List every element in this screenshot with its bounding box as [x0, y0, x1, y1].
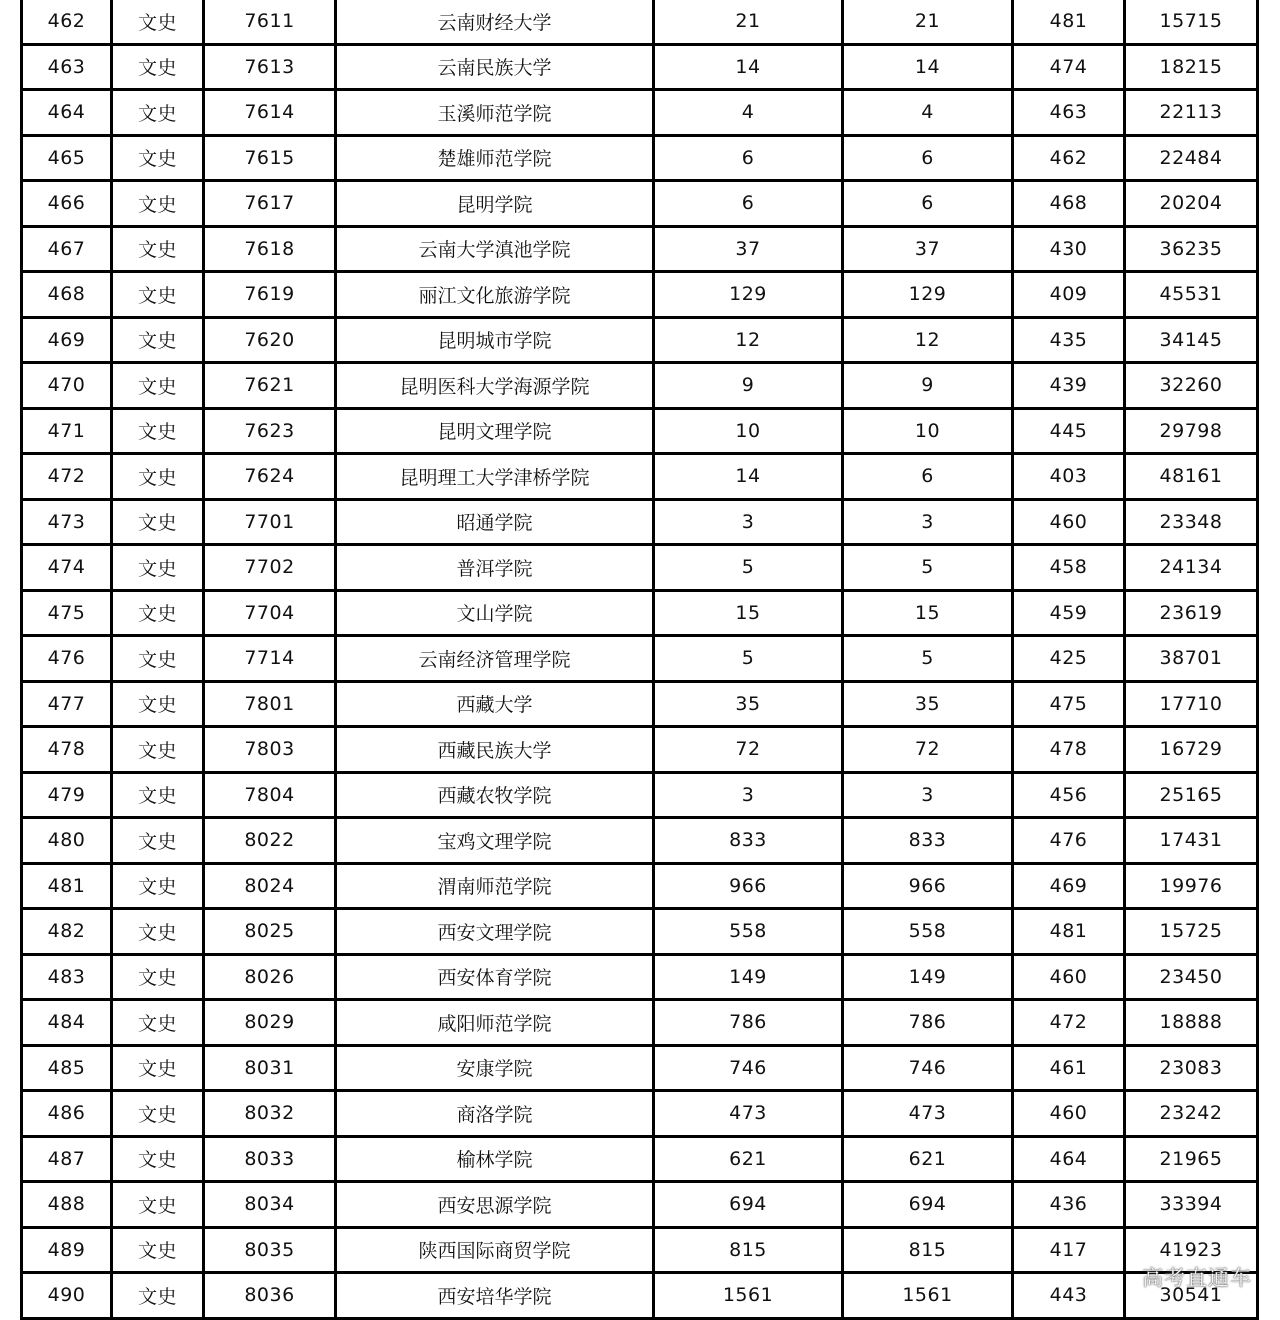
seq-cell: 476 — [22, 636, 112, 682]
table-row — [22, 90, 1258, 136]
table-row — [22, 135, 1258, 181]
school-name-cell: 榆林学院 — [336, 1136, 654, 1182]
admitted-count-cell: 786 — [843, 1000, 1013, 1046]
school-name-cell: 云南大学滇池学院 — [336, 226, 654, 272]
min-score-cell: 464 — [1013, 1136, 1125, 1182]
school-code-cell: 7801 — [204, 681, 336, 727]
rank-cell: 23083 — [1125, 1045, 1258, 1091]
school-name-cell: 昆明学院 — [336, 181, 654, 227]
rank-cell: 15715 — [1125, 0, 1258, 44]
admitted-count-cell: 6 — [843, 454, 1013, 500]
seq-cell: 486 — [22, 1091, 112, 1137]
school-code-cell: 8022 — [204, 818, 336, 864]
plan-count-cell: 966 — [654, 863, 843, 909]
seq-cell: 485 — [22, 1045, 112, 1091]
school-name-cell: 昭通学院 — [336, 499, 654, 545]
school-name-cell: 文山学院 — [336, 590, 654, 636]
school-code-cell: 7804 — [204, 772, 336, 818]
school-code-cell: 8035 — [204, 1227, 336, 1273]
seq-cell: 475 — [22, 590, 112, 636]
category-cell: 文史 — [112, 727, 204, 773]
min-score-cell: 481 — [1013, 909, 1125, 955]
plan-count-cell: 35 — [654, 681, 843, 727]
plan-count-cell: 6 — [654, 181, 843, 227]
school-code-cell: 7714 — [204, 636, 336, 682]
rank-cell: 33394 — [1125, 1182, 1258, 1228]
plan-count-cell: 786 — [654, 1000, 843, 1046]
rank-cell: 16729 — [1125, 727, 1258, 773]
seq-cell: 484 — [22, 1000, 112, 1046]
min-score-cell: 417 — [1013, 1227, 1125, 1273]
school-code-cell: 8026 — [204, 954, 336, 1000]
school-name-cell: 陕西国际商贸学院 — [336, 1227, 654, 1273]
min-score-cell: 460 — [1013, 499, 1125, 545]
school-code-cell: 8032 — [204, 1091, 336, 1137]
plan-count-cell: 3 — [654, 499, 843, 545]
category-cell: 文史 — [112, 499, 204, 545]
plan-count-cell: 37 — [654, 226, 843, 272]
school-code-cell: 7613 — [204, 44, 336, 90]
admitted-count-cell: 746 — [843, 1045, 1013, 1091]
category-cell: 文史 — [112, 818, 204, 864]
rank-cell: 24134 — [1125, 545, 1258, 591]
admitted-count-cell: 6 — [843, 135, 1013, 181]
admitted-count-cell: 3 — [843, 499, 1013, 545]
plan-count-cell: 473 — [654, 1091, 843, 1137]
school-name-cell: 昆明城市学院 — [336, 317, 654, 363]
category-cell: 文史 — [112, 454, 204, 500]
category-cell: 文史 — [112, 1136, 204, 1182]
min-score-cell: 425 — [1013, 636, 1125, 682]
school-name-cell: 云南经济管理学院 — [336, 636, 654, 682]
table-row — [22, 226, 1258, 272]
category-cell: 文史 — [112, 0, 204, 44]
school-name-cell: 西安体育学院 — [336, 954, 654, 1000]
category-cell: 文史 — [112, 363, 204, 409]
category-cell: 文史 — [112, 226, 204, 272]
table-row — [22, 499, 1258, 545]
category-cell: 文史 — [112, 863, 204, 909]
school-name-cell: 西藏大学 — [336, 681, 654, 727]
category-cell: 文史 — [112, 181, 204, 227]
table-row — [22, 181, 1258, 227]
school-name-cell: 咸阳师范学院 — [336, 1000, 654, 1046]
rank-cell: 18888 — [1125, 1000, 1258, 1046]
school-name-cell: 西安文理学院 — [336, 909, 654, 955]
min-score-cell: 403 — [1013, 454, 1125, 500]
school-code-cell: 8024 — [204, 863, 336, 909]
rank-cell: 38701 — [1125, 636, 1258, 682]
admitted-count-cell: 3 — [843, 772, 1013, 818]
table-row — [22, 1045, 1258, 1091]
school-name-cell: 西藏农牧学院 — [336, 772, 654, 818]
table-row — [22, 863, 1258, 909]
school-code-cell: 8031 — [204, 1045, 336, 1091]
admitted-count-cell: 694 — [843, 1182, 1013, 1228]
min-score-cell: 462 — [1013, 135, 1125, 181]
seq-cell: 477 — [22, 681, 112, 727]
admitted-count-cell: 621 — [843, 1136, 1013, 1182]
table-row — [22, 954, 1258, 1000]
seq-cell: 468 — [22, 272, 112, 318]
category-cell: 文史 — [112, 954, 204, 1000]
admitted-count-cell: 558 — [843, 909, 1013, 955]
plan-count-cell: 833 — [654, 818, 843, 864]
category-cell: 文史 — [112, 408, 204, 454]
seq-cell: 488 — [22, 1182, 112, 1228]
plan-count-cell: 1561 — [654, 1273, 843, 1319]
rank-cell: 15725 — [1125, 909, 1258, 955]
data-sheet — [20, 0, 1256, 1320]
min-score-cell: 463 — [1013, 90, 1125, 136]
min-score-cell: 460 — [1013, 1091, 1125, 1137]
rank-cell: 23348 — [1125, 499, 1258, 545]
seq-cell: 489 — [22, 1227, 112, 1273]
plan-count-cell: 694 — [654, 1182, 843, 1228]
rank-cell: 17710 — [1125, 681, 1258, 727]
plan-count-cell: 6 — [654, 135, 843, 181]
school-name-cell: 丽江文化旅游学院 — [336, 272, 654, 318]
table-row — [22, 818, 1258, 864]
school-name-cell: 云南民族大学 — [336, 44, 654, 90]
school-code-cell: 8034 — [204, 1182, 336, 1228]
school-name-cell: 昆明医科大学海源学院 — [336, 363, 654, 409]
school-code-cell: 8029 — [204, 1000, 336, 1046]
admitted-count-cell: 5 — [843, 545, 1013, 591]
rank-cell: 34145 — [1125, 317, 1258, 363]
table-row — [22, 1136, 1258, 1182]
category-cell: 文史 — [112, 1182, 204, 1228]
plan-count-cell: 12 — [654, 317, 843, 363]
min-score-cell: 430 — [1013, 226, 1125, 272]
table-row — [22, 317, 1258, 363]
seq-cell: 490 — [22, 1273, 112, 1319]
min-score-cell: 435 — [1013, 317, 1125, 363]
seq-cell: 466 — [22, 181, 112, 227]
min-score-cell: 460 — [1013, 954, 1125, 1000]
category-cell: 文史 — [112, 545, 204, 591]
rank-cell: 36235 — [1125, 226, 1258, 272]
min-score-cell: 476 — [1013, 818, 1125, 864]
seq-cell: 481 — [22, 863, 112, 909]
table-row — [22, 727, 1258, 773]
seq-cell: 479 — [22, 772, 112, 818]
table-row — [22, 408, 1258, 454]
seq-cell: 487 — [22, 1136, 112, 1182]
table-row — [22, 363, 1258, 409]
plan-count-cell: 10 — [654, 408, 843, 454]
table-row — [22, 44, 1258, 90]
table-row — [22, 454, 1258, 500]
category-cell: 文史 — [112, 44, 204, 90]
table-row — [22, 636, 1258, 682]
admitted-count-cell: 1561 — [843, 1273, 1013, 1319]
min-score-cell: 439 — [1013, 363, 1125, 409]
min-score-cell: 443 — [1013, 1273, 1125, 1319]
table-row — [22, 590, 1258, 636]
school-name-cell: 商洛学院 — [336, 1091, 654, 1137]
admitted-count-cell: 37 — [843, 226, 1013, 272]
plan-count-cell: 621 — [654, 1136, 843, 1182]
seq-cell: 462 — [22, 0, 112, 44]
min-score-cell: 468 — [1013, 181, 1125, 227]
plan-count-cell: 15 — [654, 590, 843, 636]
plan-count-cell: 14 — [654, 454, 843, 500]
school-name-cell: 云南财经大学 — [336, 0, 654, 44]
admitted-count-cell: 815 — [843, 1227, 1013, 1273]
school-code-cell: 7803 — [204, 727, 336, 773]
category-cell: 文史 — [112, 90, 204, 136]
admitted-count-cell: 833 — [843, 818, 1013, 864]
rank-cell: 22484 — [1125, 135, 1258, 181]
school-name-cell: 西安思源学院 — [336, 1182, 654, 1228]
rank-cell: 20204 — [1125, 181, 1258, 227]
admitted-count-cell: 10 — [843, 408, 1013, 454]
category-cell: 文史 — [112, 1045, 204, 1091]
plan-count-cell: 5 — [654, 545, 843, 591]
seq-cell: 469 — [22, 317, 112, 363]
school-code-cell: 7618 — [204, 226, 336, 272]
category-cell: 文史 — [112, 636, 204, 682]
seq-cell: 482 — [22, 909, 112, 955]
seq-cell: 483 — [22, 954, 112, 1000]
admitted-count-cell: 14 — [843, 44, 1013, 90]
school-code-cell: 7620 — [204, 317, 336, 363]
table-row — [22, 772, 1258, 818]
seq-cell: 464 — [22, 90, 112, 136]
seq-cell: 480 — [22, 818, 112, 864]
rank-cell: 17431 — [1125, 818, 1258, 864]
category-cell: 文史 — [112, 135, 204, 181]
rank-cell: 48161 — [1125, 454, 1258, 500]
category-cell: 文史 — [112, 909, 204, 955]
seq-cell: 474 — [22, 545, 112, 591]
min-score-cell: 481 — [1013, 0, 1125, 44]
plan-count-cell: 746 — [654, 1045, 843, 1091]
rank-cell: 23242 — [1125, 1091, 1258, 1137]
admitted-count-cell: 21 — [843, 0, 1013, 44]
seq-cell: 472 — [22, 454, 112, 500]
school-name-cell: 楚雄师范学院 — [336, 135, 654, 181]
school-code-cell: 7619 — [204, 272, 336, 318]
school-code-cell: 7614 — [204, 90, 336, 136]
plan-count-cell: 3 — [654, 772, 843, 818]
rank-cell: 23619 — [1125, 590, 1258, 636]
table-row — [22, 1000, 1258, 1046]
plan-count-cell: 149 — [654, 954, 843, 1000]
watermark-text: 高考直通车 — [1142, 1266, 1252, 1290]
school-name-cell: 宝鸡文理学院 — [336, 818, 654, 864]
table-row — [22, 1091, 1258, 1137]
min-score-cell: 461 — [1013, 1045, 1125, 1091]
rank-cell: 19976 — [1125, 863, 1258, 909]
rank-cell: 32260 — [1125, 363, 1258, 409]
school-name-cell: 昆明理工大学津桥学院 — [336, 454, 654, 500]
school-name-cell: 昆明文理学院 — [336, 408, 654, 454]
rank-cell: 22113 — [1125, 90, 1258, 136]
category-cell: 文史 — [112, 590, 204, 636]
school-code-cell: 8025 — [204, 909, 336, 955]
category-cell: 文史 — [112, 1227, 204, 1273]
plan-count-cell: 72 — [654, 727, 843, 773]
admitted-count-cell: 129 — [843, 272, 1013, 318]
rank-cell: 23450 — [1125, 954, 1258, 1000]
admitted-count-cell: 15 — [843, 590, 1013, 636]
school-code-cell: 7624 — [204, 454, 336, 500]
school-name-cell: 玉溪师范学院 — [336, 90, 654, 136]
admitted-count-cell: 473 — [843, 1091, 1013, 1137]
rank-cell: 25165 — [1125, 772, 1258, 818]
seq-cell: 467 — [22, 226, 112, 272]
min-score-cell: 475 — [1013, 681, 1125, 727]
min-score-cell: 474 — [1013, 44, 1125, 90]
school-code-cell: 7617 — [204, 181, 336, 227]
plan-count-cell: 4 — [654, 90, 843, 136]
category-cell: 文史 — [112, 681, 204, 727]
plan-count-cell: 21 — [654, 0, 843, 44]
min-score-cell: 469 — [1013, 863, 1125, 909]
rank-cell: 45531 — [1125, 272, 1258, 318]
min-score-cell: 458 — [1013, 545, 1125, 591]
admitted-count-cell: 149 — [843, 954, 1013, 1000]
table-row — [22, 909, 1258, 955]
table-row — [22, 0, 1258, 44]
table-row — [22, 1227, 1258, 1273]
admitted-count-cell: 35 — [843, 681, 1013, 727]
min-score-cell: 409 — [1013, 272, 1125, 318]
school-code-cell: 7611 — [204, 0, 336, 44]
plan-count-cell: 9 — [654, 363, 843, 409]
table-row — [22, 272, 1258, 318]
category-cell: 文史 — [112, 272, 204, 318]
school-code-cell: 7701 — [204, 499, 336, 545]
seq-cell: 478 — [22, 727, 112, 773]
category-cell: 文史 — [112, 772, 204, 818]
admitted-count-cell: 72 — [843, 727, 1013, 773]
plan-count-cell: 129 — [654, 272, 843, 318]
admitted-count-cell: 12 — [843, 317, 1013, 363]
seq-cell: 463 — [22, 44, 112, 90]
school-code-cell: 7615 — [204, 135, 336, 181]
rank-cell: 41923 — [1125, 1227, 1258, 1273]
school-code-cell: 7623 — [204, 408, 336, 454]
table-row — [22, 545, 1258, 591]
admission-table — [20, 0, 1259, 1320]
category-cell: 文史 — [112, 1273, 204, 1319]
table-row — [22, 1182, 1258, 1228]
category-cell: 文史 — [112, 1000, 204, 1046]
school-code-cell: 7704 — [204, 590, 336, 636]
school-code-cell: 8033 — [204, 1136, 336, 1182]
seq-cell: 470 — [22, 363, 112, 409]
plan-count-cell: 815 — [654, 1227, 843, 1273]
school-code-cell: 8036 — [204, 1273, 336, 1319]
rank-cell: 29798 — [1125, 408, 1258, 454]
school-name-cell: 普洱学院 — [336, 545, 654, 591]
rank-cell: 18215 — [1125, 44, 1258, 90]
school-code-cell: 7702 — [204, 545, 336, 591]
rank-cell: 30541 — [1125, 1273, 1258, 1319]
min-score-cell: 436 — [1013, 1182, 1125, 1228]
min-score-cell: 459 — [1013, 590, 1125, 636]
admitted-count-cell: 966 — [843, 863, 1013, 909]
school-name-cell: 安康学院 — [336, 1045, 654, 1091]
school-code-cell: 7621 — [204, 363, 336, 409]
seq-cell: 471 — [22, 408, 112, 454]
school-name-cell: 西安培华学院 — [336, 1273, 654, 1319]
admitted-count-cell: 6 — [843, 181, 1013, 227]
school-name-cell: 西藏民族大学 — [336, 727, 654, 773]
seq-cell: 465 — [22, 135, 112, 181]
min-score-cell: 445 — [1013, 408, 1125, 454]
table-body — [22, 0, 1258, 1318]
plan-count-cell: 14 — [654, 44, 843, 90]
admitted-count-cell: 5 — [843, 636, 1013, 682]
plan-count-cell: 558 — [654, 909, 843, 955]
min-score-cell: 472 — [1013, 1000, 1125, 1046]
category-cell: 文史 — [112, 1091, 204, 1137]
category-cell: 文史 — [112, 317, 204, 363]
table-row — [22, 681, 1258, 727]
min-score-cell: 456 — [1013, 772, 1125, 818]
admitted-count-cell: 9 — [843, 363, 1013, 409]
plan-count-cell: 5 — [654, 636, 843, 682]
school-name-cell: 渭南师范学院 — [336, 863, 654, 909]
admitted-count-cell: 4 — [843, 90, 1013, 136]
rank-cell: 21965 — [1125, 1136, 1258, 1182]
table-row — [22, 1273, 1258, 1319]
seq-cell: 473 — [22, 499, 112, 545]
min-score-cell: 478 — [1013, 727, 1125, 773]
